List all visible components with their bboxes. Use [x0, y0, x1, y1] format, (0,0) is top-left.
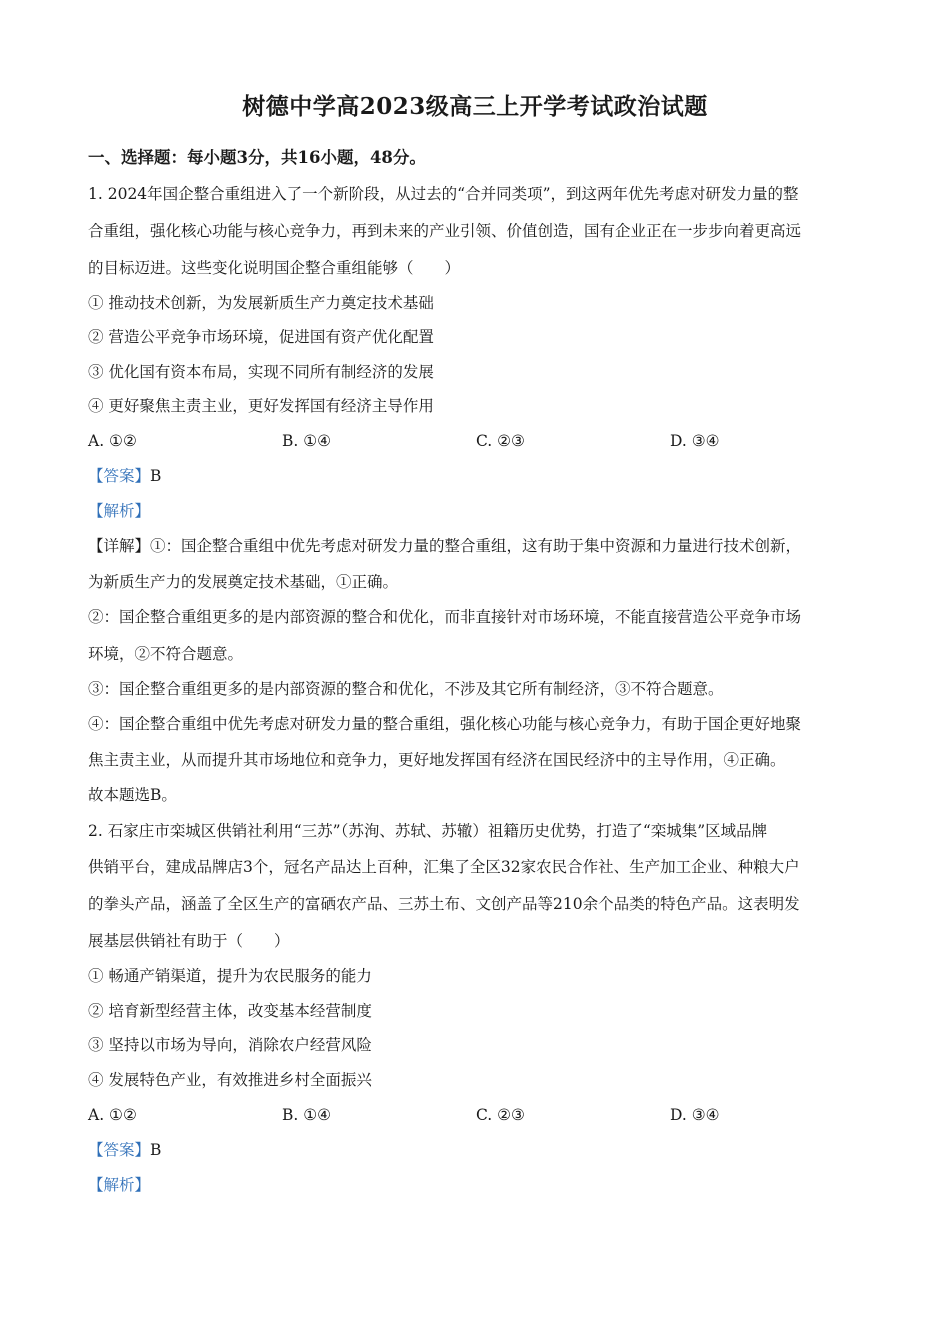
section-heading: 一、选择题：每小题3分，共16小题，48分。	[88, 148, 426, 167]
q1-explanation-line: 故本题选B。	[88, 786, 177, 804]
q1-option-b: B. ①④	[282, 432, 332, 450]
q1-option-d: D. ③④	[670, 432, 720, 450]
exam-title: 树德中学高2023级高三上开学考试政治试题	[242, 93, 708, 120]
detail-tag: 【详解】	[88, 537, 151, 555]
answer-value: B	[150, 467, 162, 485]
analysis-tag: 【解析】	[88, 502, 151, 520]
q1-explanation-line: ③：国企整合重组更多的是内部资源的整合和优化，不涉及其它所有制经济，③不符合题意。	[88, 680, 724, 698]
q1-explanation-line: 环境，②不符合题意。	[88, 645, 244, 663]
q2-stem-line: 的拳头产品，涵盖了全区生产的富硒农产品、三苏土布、文创产品等210余个品类的特色产品。这表明发	[88, 895, 800, 913]
q2-stem-line: 2. 石家庄市栾城区供销社利用“三苏”（苏洵、苏轼、苏辙）祖籍历史优势，打造了“栾城集”区域品牌	[88, 822, 768, 840]
q1-statement: ② 营造公平竞争市场环境，促进国有资产优化配置	[88, 328, 434, 346]
explanation-text: ①：国企整合重组中优先考虑对研发力量的整合重组，这有助于集中资源和力量进行技术创新，	[150, 537, 802, 555]
q1-explanation-line: ②：国企整合重组更多的是内部资源的整合和优化，而非直接针对市场环境，不能直接营造公平竞争市场	[88, 608, 802, 626]
analysis-tag: 【解析】	[88, 1176, 151, 1194]
answer-tag: 【答案】	[88, 467, 151, 485]
answer-value: B	[150, 1141, 162, 1159]
q1-explanation-line	[88, 536, 868, 556]
q1-explanation-line: ④：国企整合重组中优先考虑对研发力量的整合重组，强化核心功能与核心竞争力，有助于国企更好地聚	[88, 715, 802, 733]
q2-statement: ② 培育新型经营主体，改变基本经营制度	[88, 1002, 372, 1020]
q1-stem-line: 合重组，强化核心功能与核心竞争力，再到未来的产业引领、价值创造，国有企业正在一步步向着更高远	[88, 222, 802, 240]
q1-analysis-row	[88, 501, 868, 521]
q1-statement: ④ 更好聚焦主责主业，更好发挥国有经济主导作用	[88, 397, 434, 415]
q1-explanation-line: 为新质生产力的发展奠定技术基础，①正确。	[88, 573, 399, 591]
q1-option-a: A. ①②	[88, 432, 137, 450]
q2-option-d: D. ③④	[670, 1106, 720, 1124]
q2-statement: ③ 坚持以市场为导向，消除农户经营风险	[88, 1036, 372, 1054]
q1-stem-line: 的目标迈进。这些变化说明国企整合重组能够（ ）	[88, 259, 461, 277]
q2-answer-row	[88, 1140, 868, 1160]
q2-stem-line: 供销平台，建成品牌店3个，冠名产品达上百种，汇集了全区32家农民合作社、生产加工企业、种粮大户	[88, 858, 800, 876]
q2-statement: ④ 发展特色产业，有效推进乡村全面振兴	[88, 1071, 372, 1089]
q1-statement: ③ 优化国有资本布局，实现不同所有制经济的发展	[88, 363, 434, 381]
q2-analysis-row	[88, 1175, 868, 1195]
q2-option-a: A. ①②	[88, 1106, 137, 1124]
q1-answer-row	[88, 466, 868, 486]
q2-stem-line: 展基层供销社有助于（ ）	[88, 932, 290, 950]
q1-option-c: C. ②③	[476, 432, 525, 450]
q2-option-b: B. ①④	[282, 1106, 332, 1124]
q1-explanation-line: 焦主责主业，从而提升其市场地位和竞争力，更好地发挥国有经济在国民经济中的主导作用，④正确。	[88, 751, 786, 769]
q2-option-c: C. ②③	[476, 1106, 525, 1124]
q2-statement: ① 畅通产销渠道，提升为农民服务的能力	[88, 967, 372, 985]
answer-tag: 【答案】	[88, 1141, 151, 1159]
q1-stem-line: 1. 2024年国企整合重组进入了一个新阶段，从过去的“合并同类项”，到这两年优先考虑对研发力量的整	[88, 185, 799, 203]
q1-statement: ① 推动技术创新，为发展新质生产力奠定技术基础	[88, 294, 434, 312]
